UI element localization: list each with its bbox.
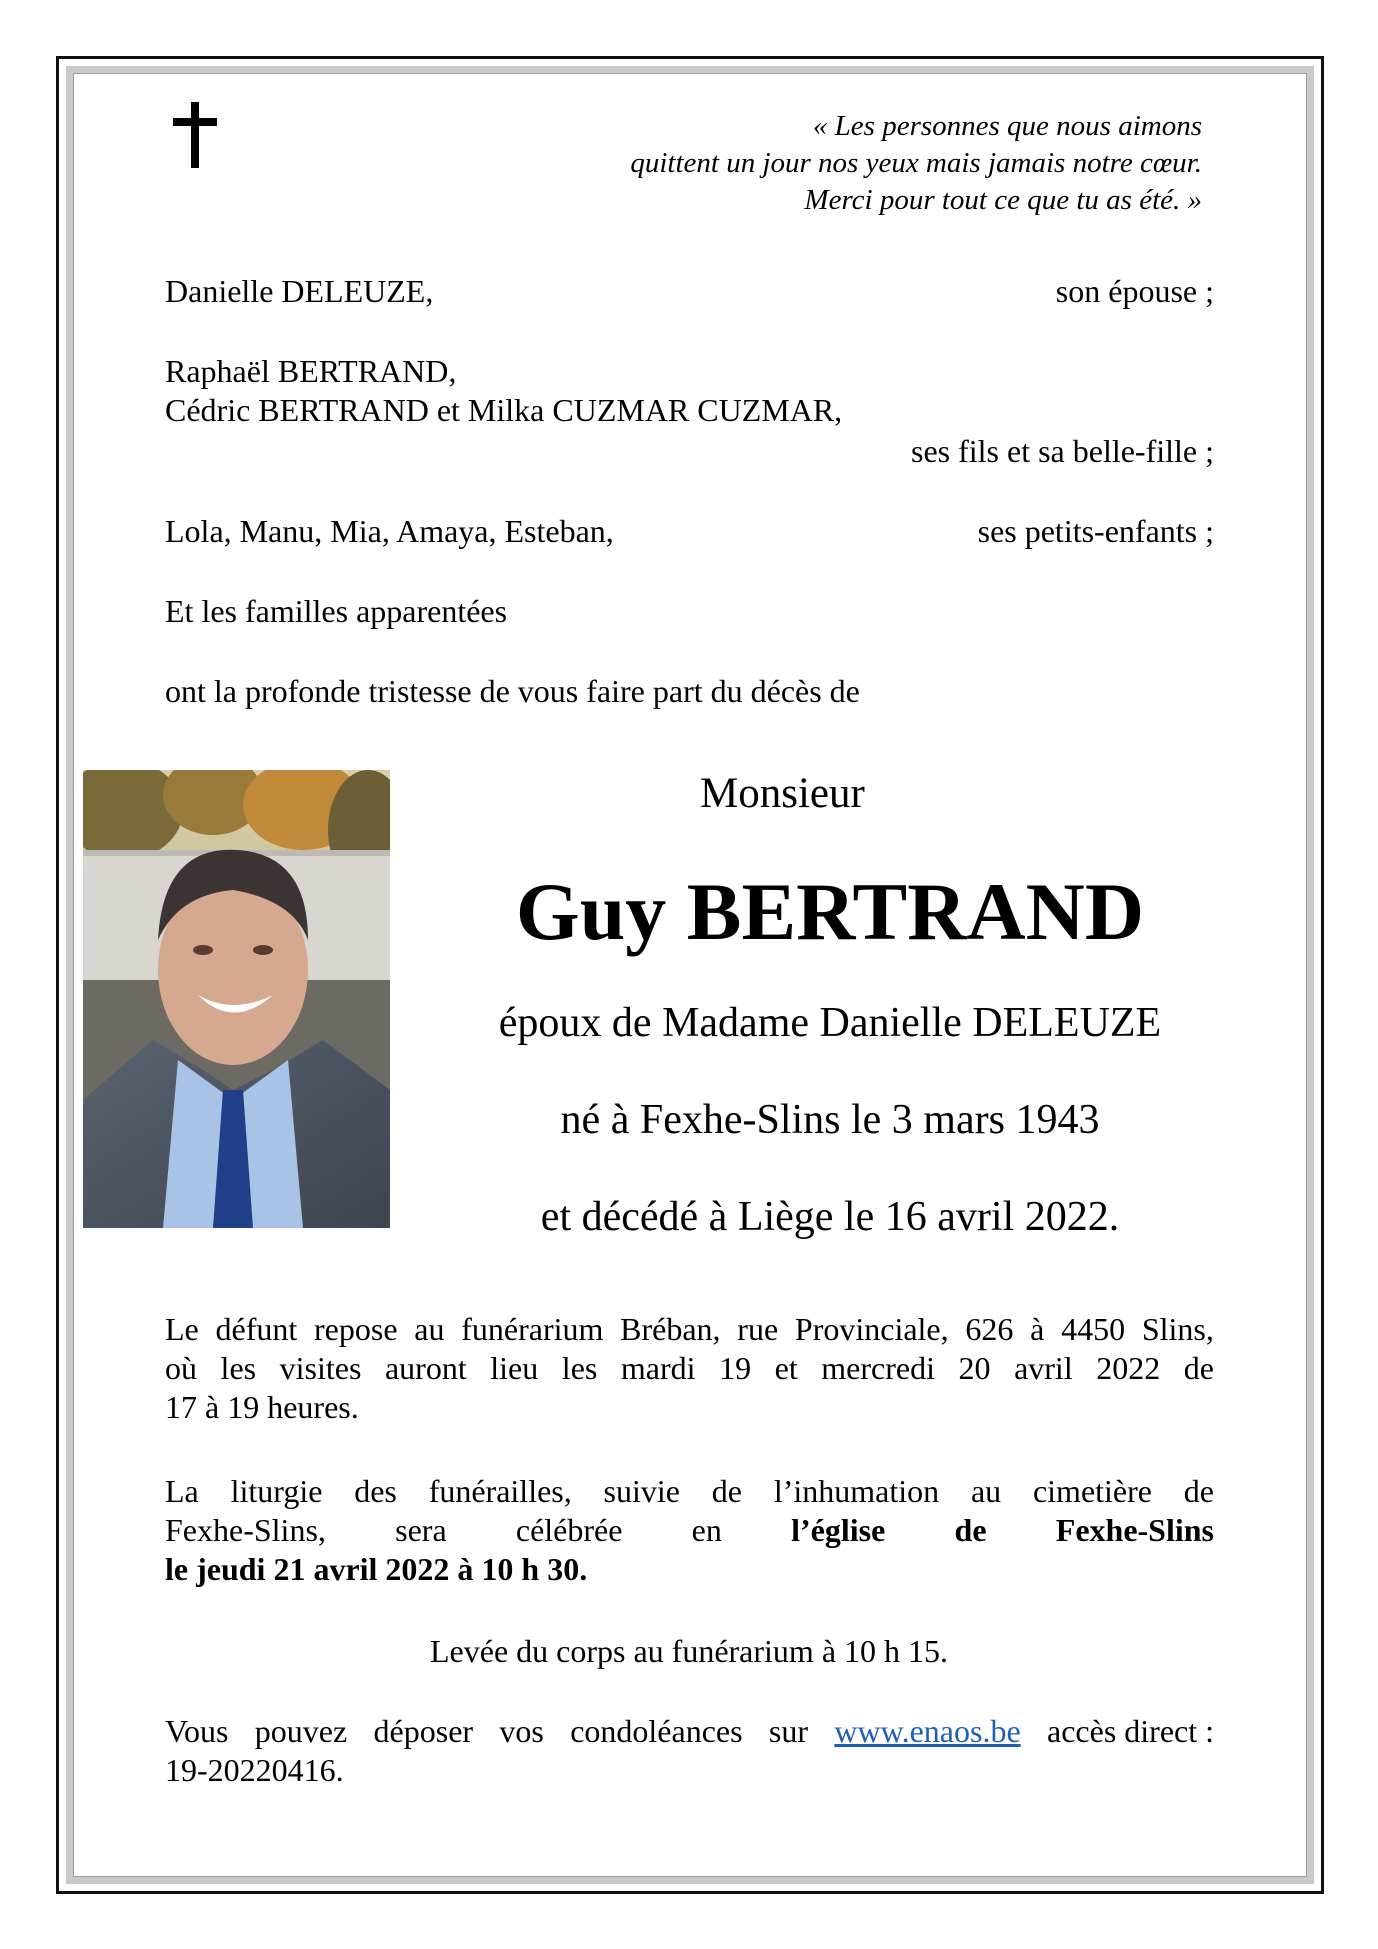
epigraph-quote xyxy=(630,108,1202,219)
word: auront xyxy=(384,1350,467,1386)
word: à xyxy=(1030,1311,1045,1347)
word: 2022 xyxy=(1096,1350,1161,1386)
deceased-title: Monsieur xyxy=(700,770,865,817)
deceased-death-line: et décédé à Liège le 16 avril 2022. xyxy=(540,1194,1120,1240)
condolences-line-2: 19-20220416. xyxy=(165,1752,344,1788)
word: Fexhe-Slins, xyxy=(165,1512,326,1548)
cross-icon xyxy=(171,100,219,170)
word: Le xyxy=(165,1311,199,1347)
word: liturgie xyxy=(230,1473,323,1509)
word: 19 xyxy=(719,1350,752,1386)
word: de xyxy=(954,1512,987,1548)
relatives-line: Et les familles apparentées xyxy=(165,593,508,629)
condolences-line-1 xyxy=(165,1712,1214,1751)
word: lieu xyxy=(490,1350,539,1386)
deceased-name: Guy BERTRAND xyxy=(515,866,1145,957)
word: Bréban, xyxy=(620,1311,721,1347)
word: l’église xyxy=(791,1512,886,1548)
liturgy-line-3: le jeudi 21 avril 2022 à 10 h 30. xyxy=(165,1551,588,1587)
word: déposer xyxy=(373,1713,474,1749)
announcement-line: ont la profonde tristesse de vous faire part du décès de xyxy=(165,673,860,709)
levee-line: Levée du corps au funérarium à 10 h 15. xyxy=(429,1633,949,1669)
word: les xyxy=(561,1350,598,1386)
word: cimetière xyxy=(1032,1473,1152,1509)
grandchildren-names: Lola, Manu, Mia, Amaya, Esteban, xyxy=(165,513,614,549)
grandchildren-role: ses petits-enfants ; xyxy=(977,513,1214,549)
word: vos xyxy=(499,1713,544,1749)
liturgy-line-2 xyxy=(165,1511,1214,1550)
quote-line-2: quittent un jour nos yeux mais jamais notre cœur. xyxy=(630,147,1202,179)
word: de xyxy=(1183,1350,1214,1386)
visitation-paragraph xyxy=(165,1310,1214,1427)
son-2: Cédric BERTRAND et Milka CUZMAR CUZMAR, xyxy=(165,392,843,428)
word: défunt xyxy=(215,1311,298,1347)
condolences-access: accès direct : xyxy=(1047,1713,1214,1749)
spouse-role: son épouse ; xyxy=(1055,273,1214,309)
visitation-line-2 xyxy=(165,1349,1214,1388)
word: pouvez xyxy=(254,1713,348,1749)
word: sera xyxy=(395,1512,447,1548)
word: et xyxy=(774,1350,798,1386)
word: funérailles, xyxy=(428,1473,572,1509)
word: Provinciale, xyxy=(794,1311,949,1347)
word: mardi xyxy=(620,1350,696,1386)
spouse-name: Danielle DELEUZE, xyxy=(165,273,434,309)
son-1: Raphaël BERTRAND, xyxy=(165,353,457,389)
deceased-birth-line: né à Fexhe-Slins le 3 mars 1943 xyxy=(560,1097,1100,1143)
word: suivie xyxy=(603,1473,680,1509)
liturgy-paragraph xyxy=(165,1472,1214,1589)
word: au xyxy=(414,1311,445,1347)
deceased-spouse-line: époux de Madame Danielle DELEUZE xyxy=(498,1000,1162,1046)
word: condoléances xyxy=(570,1713,743,1749)
word: Vous xyxy=(165,1713,229,1749)
sons-role: ses fils et sa belle-fille ; xyxy=(910,433,1214,469)
word: sur xyxy=(768,1713,808,1749)
word: l’inhumation xyxy=(773,1473,940,1509)
word: en xyxy=(691,1512,722,1548)
word: de xyxy=(1183,1473,1214,1509)
word: où xyxy=(165,1350,197,1386)
word: célébrée xyxy=(515,1512,623,1548)
word: des xyxy=(354,1473,397,1509)
portrait-photo xyxy=(83,770,390,1228)
liturgy-line-1 xyxy=(165,1472,1214,1511)
quote-line-3: Merci pour tout ce que tu as été. » xyxy=(804,184,1202,216)
word: rue xyxy=(737,1311,779,1347)
word: avril xyxy=(1014,1350,1073,1386)
word: au xyxy=(970,1473,1002,1509)
quote-line-1: « Les personnes que nous aimons xyxy=(812,110,1202,142)
word: Slins, xyxy=(1141,1311,1214,1347)
visitation-line-3: 17 à 19 heures. xyxy=(165,1389,359,1425)
word: 626 xyxy=(965,1311,1014,1347)
word: repose xyxy=(314,1311,398,1347)
visitation-line-1 xyxy=(165,1310,1214,1349)
word: funérarium xyxy=(461,1311,604,1347)
word: 4450 xyxy=(1061,1311,1126,1347)
word: visites xyxy=(279,1350,362,1386)
word: les xyxy=(220,1350,257,1386)
condolences-paragraph xyxy=(165,1712,1214,1790)
condolences-link[interactable]: www.enaos.be xyxy=(834,1713,1021,1749)
word: 20 xyxy=(958,1350,991,1386)
word: mercredi xyxy=(821,1350,935,1386)
word: de xyxy=(711,1473,742,1509)
word: Fexhe-Slins xyxy=(1055,1512,1214,1548)
word: La xyxy=(165,1473,199,1509)
